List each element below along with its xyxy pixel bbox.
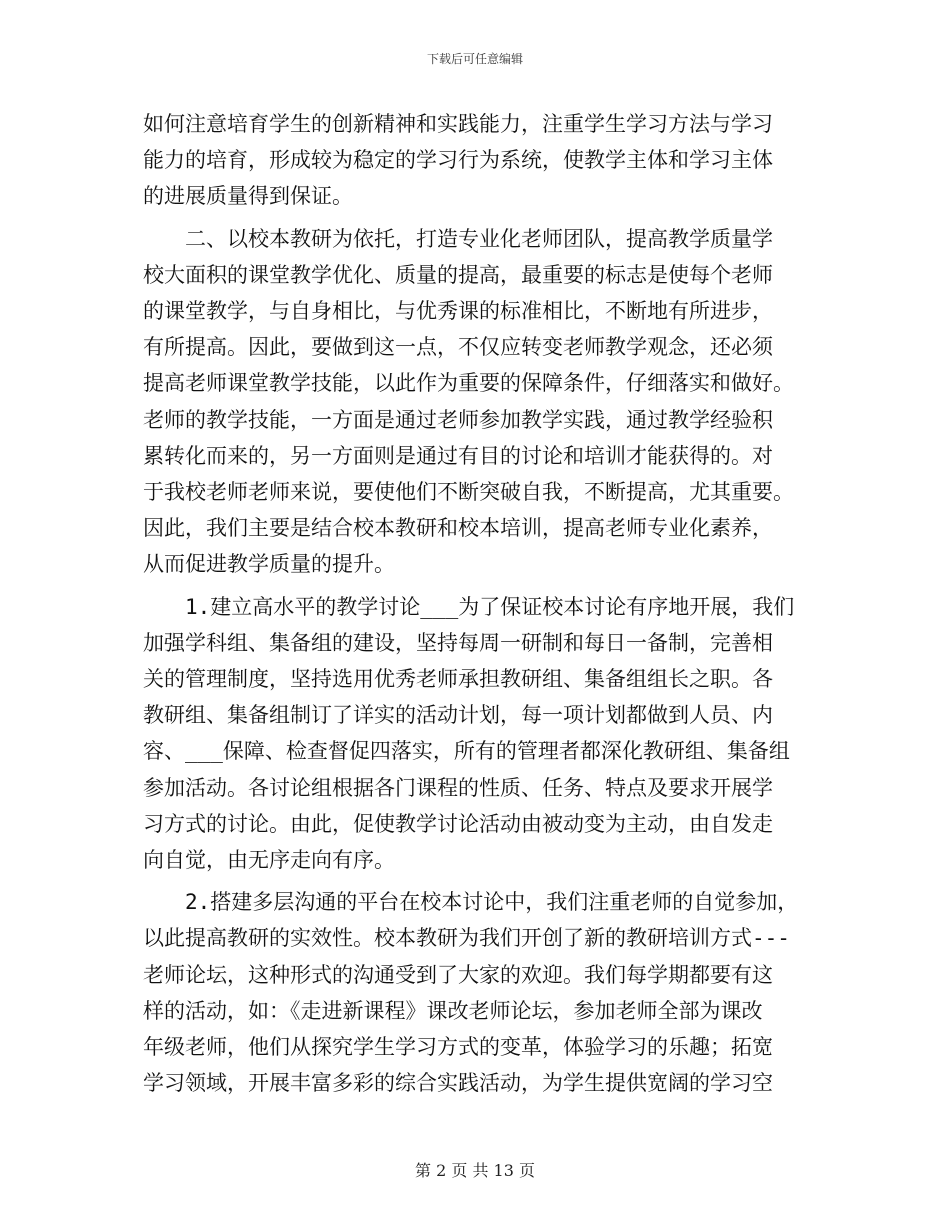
text-line: 参加活动。各讨论组根据各门课程的性质、任务、特点及要求开展学	[143, 775, 773, 800]
body-text	[143, 106, 808, 1101]
paragraph-2	[143, 221, 808, 583]
paragraph-1	[143, 106, 808, 215]
text-line: 习方式的讨论。由此，促使教学讨论活动由被动变为主动，由自发走	[143, 811, 773, 836]
text-line: 学习领域，开展丰富多彩的综合实践活动，为学生提供宽阔的学习空	[143, 1071, 773, 1096]
text-line: 有所提高。因此，要做到这一点，不仅应转变老师教学观念，还必须	[143, 335, 773, 360]
text-line: 年级老师，他们从探究学生学习方式的变革，体验学习的乐趣；拓宽	[143, 1035, 773, 1060]
paragraph-4	[143, 884, 808, 1101]
text-line: 于我校老师老师来说，要使他们不断突破自我，不断提高，尤其重要。	[143, 480, 794, 505]
text-line: 教研组、集备组制订了详实的活动计划，每一项计划都做到人员、内	[143, 703, 773, 728]
text-line: 向自觉，由无序走向有序。	[143, 848, 395, 873]
text-line: 以此提高教研的实效性。校本教研为我们开创了新的教研培训方式---	[143, 926, 790, 951]
text-line: 如何注意培育学生的创新精神和实践能力，注重学生学习方法与学习	[143, 112, 773, 136]
text-line: 容、___保障、检查督促四落实，所有的管理者都深化教研组、集备组	[143, 739, 790, 764]
text-line: 校大面积的课堂教学优化、质量的提高，最重要的标志是使每个老师	[143, 262, 773, 287]
paragraph-3	[143, 589, 808, 879]
page-header: 下载后可任意编辑	[426, 52, 523, 66]
text-line: 累转化而来的，另一方面则是通过有目的讨论和培训才能获得的。对	[143, 443, 773, 468]
text-line: 样的活动，如：《走进新课程》课改老师论坛，参加老师全部为课改	[143, 998, 763, 1023]
text-line: 关的管理制度，坚持选用优秀老师承担教研组、集备组组长之职。各	[143, 667, 773, 692]
text-line: 从而促进教学质量的提升。	[143, 552, 395, 577]
text-line: 1.建立高水平的教学讨论___为了保证校本讨论有序地开展，我们	[143, 594, 795, 619]
text-line: 加强学科组、集备组的建设，坚持每周一研制和每日一备制，完善相	[143, 630, 773, 655]
text-line: 因此，我们主要是结合校本教研和校本培训，提高老师专业化素养，	[143, 516, 773, 541]
text-line: 提高老师课堂教学技能，以此作为重要的保障条件，仔细落实和做好。	[143, 371, 794, 396]
text-line: 老师的教学技能，一方面是通过老师参加教学实践，通过教学经验积	[143, 407, 773, 432]
text-line: 老师论坛，这种形式的沟通受到了大家的欢迎。我们每学期都要有这	[143, 962, 773, 987]
text-line: 二、以校本教研为依托，打造专业化老师团队，提高教学质量学	[143, 226, 773, 251]
text-line: 能力的培育，形成较为稳定的学习行为系统，使教学主体和学习主体	[143, 148, 773, 173]
text-line: 2.搭建多层沟通的平台在校本讨论中，我们注重老师的自觉参加，	[143, 890, 799, 915]
page-number: 第 2 页 共 13 页	[415, 1161, 535, 1180]
text-line: 的课堂教学，与自身相比，与优秀课的标准相比，不断地有所进步，	[143, 299, 773, 324]
text-line: 的进展质量得到保证。	[143, 184, 353, 209]
